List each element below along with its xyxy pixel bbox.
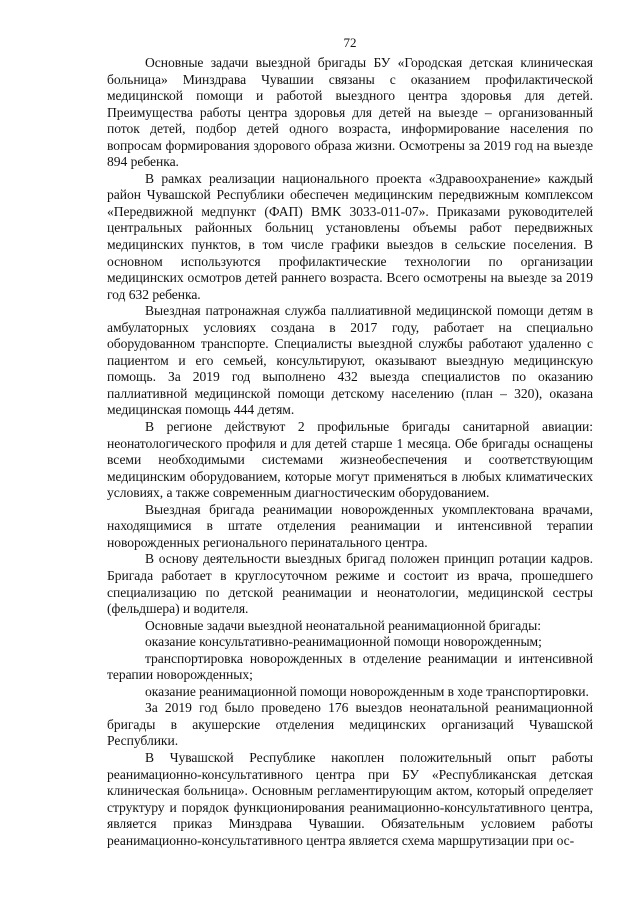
paragraph-palliative-care: Выездная патронажная служба паллиативной медицинской помощи детям в амбулаторных условиях создана в 2017 году, работает на специально оборудованном транспорте. Специалисты выездной службы работают удаленно с пациентом и его семьей, консультируют, оказывают выездную медицинскую помощь. За 2019 год выполнено 432 выезда специалистов по оказанию паллиативной медицинской помощи детскому населению (план – 320), оказана медицинская помощь 444 детям. [107, 303, 593, 418]
page-number: 72 [343, 35, 357, 50]
body-text [107, 55, 593, 849]
paragraph-rotation-principle: В основу деятельности выездных бригад положен принцип ротации кадров. Бригада работает в круглосуточном режиме и состоит из врача, прошедшего специализацию по детской реанимации и неонатологии, медицинской сестры (фельдшера) и водителя. [107, 551, 593, 617]
list-item-task-resuscitation: оказание реанимационной помощи новорожденным в ходе транспортировки. [145, 683, 589, 699]
list-item-task-transport: транспортировка новорожденных в отделение реанимации и интенсивной терапии новорожденных; [107, 650, 593, 683]
list-item-task-consultation: оказание консультативно-реанимационной помощи новорожденным; [145, 634, 542, 650]
paragraph-neonatal-trips-2019: За 2019 год было проведено 176 выездов неонатальной реанимационной бригады в акушерские отделения медицинских организаций Чувашской Республики. [107, 700, 593, 749]
paragraph-neonatal-tasks-heading: Основные задачи выездной неонатальной реанимационной бригады: [145, 617, 541, 633]
paragraph-air-ambulance: В регионе действуют 2 профильные бригады санитарной авиации: неонатологического профиля и для детей старше 1 месяца. Обе бригады оснащены всеми необходимыми системами жизнеобеспечения и соответствующим медицинским оборудованием, которые могут применяться в любых климатических условиях, а также современным диагностическим оборудованием. [107, 419, 593, 501]
paragraph-neonatal-team-staff: Выездная бригада реанимации новорожденных укомплектована врачами, находящимися в штате отделения реанимации и интенсивной терапии новорожденных регионального перинатального центра. [107, 501, 593, 550]
paragraph-resuscitation-center: В Чувашской Республике накоплен положительный опыт работы реанимационно-консультативного центра при БУ «Республиканская детская клиническая больница». Основным регламентирующим актом, который определяет структуру и порядок функционирования реанимационно-консультативного центра, является приказ Минздрава Чувашии. Обязательным условием работы реанимационно-консультативного центра является схема маршрутизации при ос- [107, 749, 593, 848]
paragraph-mobile-medical-complex: В рамках реализации национального проекта «Здравоохранение» каждый район Чувашской Республики обеспечен медицинским передвижным комплексом «Передвижной медпункт (ФАП) ВМК 3033-011-07». Приказами руководителей центральных районных больниц установлены объемы работ передвижных медицинских пунктов, в том числе графики выездов в сельские поселения. В основном используются профилактические технологии по организации медицинских осмотров детей раннего возраста. Всего осмотрены на выезде за 2019 год 632 ребенка. [107, 170, 593, 302]
paragraph-mobile-team-tasks: Основные задачи выездной бригады БУ «Городская детская клиническая больница» Минздрава Чувашии связаны с оказанием профилактической медицинской помощи и работой выездного центра здоровья для детей. Преимущества работы центра здоровья для детей на выезде – организованный поток детей, подбор детей одного возраста, информирование населения по вопросам формирования здорового образа жизни. Осмотрены за 2019 год на выезде 894 ребенка. [107, 55, 593, 170]
